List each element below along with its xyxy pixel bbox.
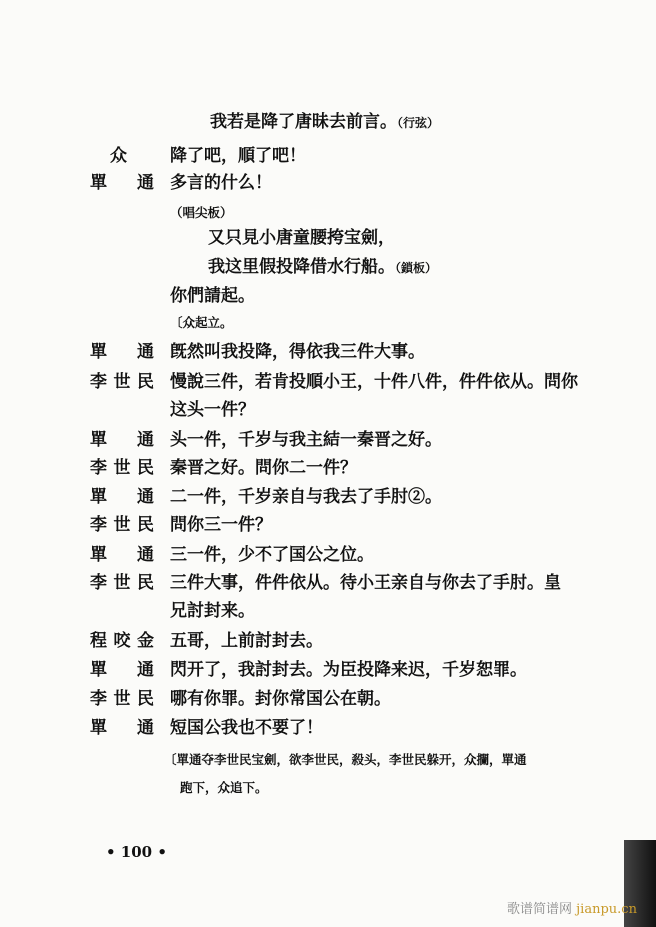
watermark: 歌谱简谱网 jianpu.cn bbox=[507, 902, 637, 917]
dialogue: 兄討封来。 bbox=[170, 601, 255, 621]
speaker: 李世民 bbox=[90, 458, 154, 478]
dialogue: 閃开了，我討封去。为臣投降来迟，千岁恕罪。 bbox=[170, 660, 527, 680]
dialogue: 多言的什么！ bbox=[170, 173, 272, 193]
lyric-line: 又只見小唐童腰挎宝劍， bbox=[208, 228, 395, 248]
speaker: 單 通 bbox=[90, 718, 154, 738]
speaker: 單 通 bbox=[90, 173, 154, 193]
dialogue: 二一件，千岁亲自与我去了手肘②。 bbox=[170, 487, 442, 507]
dialogue: 秦晋之好。問你二一件？ bbox=[170, 458, 357, 478]
dialogue: 慢說三件，若肯投順小王，十件八件，件件依从。問你 bbox=[170, 372, 578, 392]
lyric-line: 我若是降了唐昧去前言。（行弦） bbox=[210, 112, 440, 132]
speaker: 李世民 bbox=[90, 372, 154, 392]
dialogue: 短国公我也不要了！ bbox=[170, 718, 323, 738]
dialogue: 你們請起。 bbox=[170, 286, 255, 306]
dialogue: 五哥，上前討封去。 bbox=[170, 631, 323, 651]
stage-direction: （唱尖板） bbox=[170, 205, 233, 220]
speaker: 單 通 bbox=[90, 487, 154, 507]
speaker: 程咬金 bbox=[90, 631, 154, 651]
dialogue: 降了吧，順了吧！ bbox=[170, 146, 306, 166]
dialogue: 問你三一件？ bbox=[170, 515, 272, 535]
page-number: • 100 • bbox=[106, 843, 167, 861]
speaker: 李世民 bbox=[90, 689, 154, 709]
speaker: 李世民 bbox=[90, 515, 154, 535]
speaker: 众 bbox=[110, 146, 127, 166]
dialogue: 哪有你罪。封你常国公在朝。 bbox=[170, 689, 391, 709]
speaker: 單 通 bbox=[90, 430, 154, 450]
speaker: 單 通 bbox=[90, 342, 154, 362]
dialogue: 头一件，千岁与我主結一秦晋之好。 bbox=[170, 430, 442, 450]
speaker: 單 通 bbox=[90, 545, 154, 565]
stage-direction: 〔單通夺李世民宝劍，欲李世民，殺头，李世民躲开，众攔，單通 bbox=[164, 752, 527, 767]
dialogue: 三件大事，件件依从。待小王亲自与你去了手肘。皇 bbox=[170, 573, 561, 593]
dialogue: 旣然叫我投降，得依我三件大事。 bbox=[170, 342, 425, 362]
speaker: 李世民 bbox=[90, 573, 154, 593]
dialogue: 这头一件？ bbox=[170, 400, 255, 420]
stage-direction: 跑下，众追下。 bbox=[180, 780, 268, 795]
lyric-line: 我这里假投降借水行船。（鎖板） bbox=[208, 257, 438, 277]
speaker: 單 通 bbox=[90, 660, 154, 680]
stage-direction: 〔众起立。 bbox=[170, 315, 233, 330]
dialogue: 三一件，少不了国公之位。 bbox=[170, 545, 374, 565]
